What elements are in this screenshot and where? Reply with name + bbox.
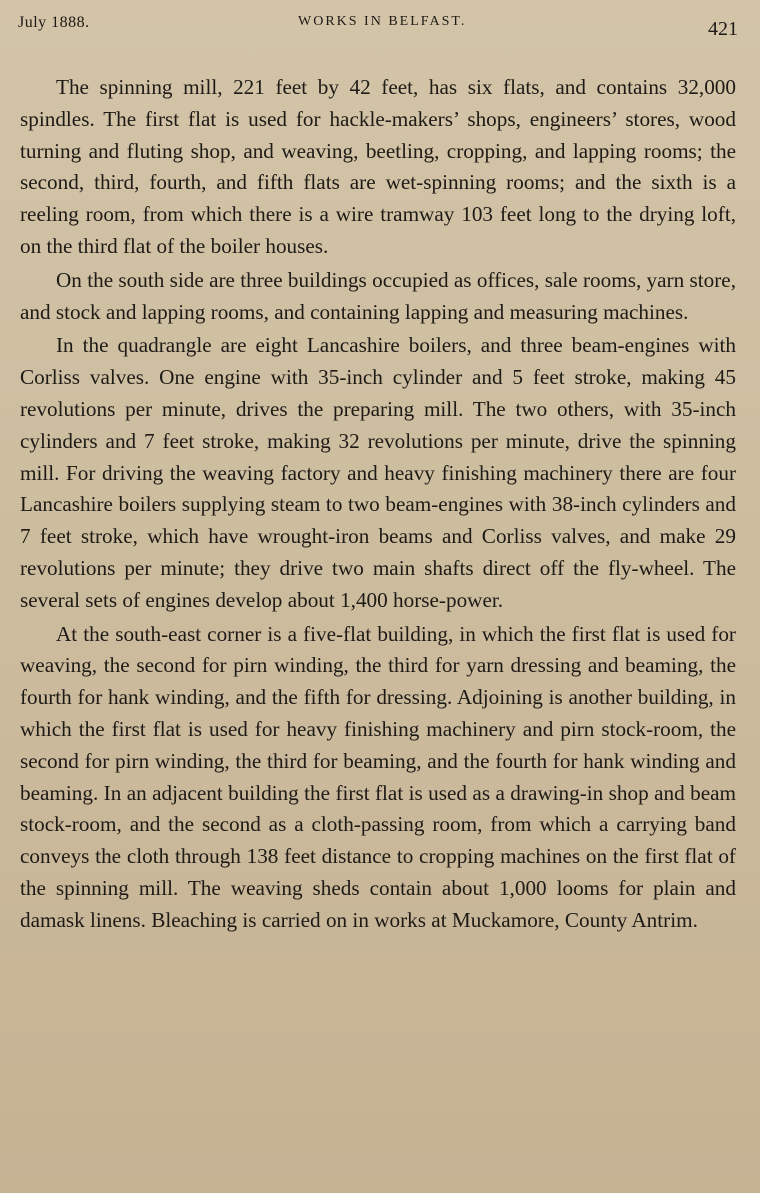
paragraph-south-east-corner: At the south-east corner is a five-flat building, in which the first flat is used for weaving, the second for pirn winding, the third for yarn dressing and beaming, the fourth for hank winding, and the fifth for dressing. Adjoining is another building, in which the first flat is used for heavy finishing machinery and pirn stock-room, the second for pirn winding, the third for beaming, and the fourth for hank winding and beaming. In an adjacent building the first flat is used as a drawing-in shop and beam stock-room, and the second as a cloth-passing room, from which a carrying band conveys the cloth through 138 feet distance to cropping machines on the first flat of the spinning mill. The weaving sheds contain about 1,000 looms for plain and damask linens. Bleaching is carried on in works at Muckamore, County Antrim. bbox=[20, 621, 736, 932]
header-title: WORKS IN BELFAST. bbox=[298, 14, 467, 29]
paragraph-south-side: On the south side are three buildings occupied as offices, sale rooms, yarn store, and stock and lapping rooms, and containing lapping and measuring machines. bbox=[20, 267, 736, 324]
running-head bbox=[18, 14, 738, 44]
body-text bbox=[20, 72, 736, 937]
page-number: 421 bbox=[708, 18, 738, 40]
header-date: July 1888. bbox=[18, 14, 90, 31]
paragraph-quadrangle: In the quadrangle are eight Lancashire boilers, and three beam-engines with Corliss valves. One engine with 35-inch cylinder and 5 feet stroke, making 45 revolutions per minute, drives the preparing mill. The two others, with 35-inch cylinders and 7 feet stroke, making 32 revolutions per minute, drive the spinning mill. For driving the weaving factory and heavy finishing machinery there are four Lancashire boilers supplying steam to two beam-engines with 38-inch cylinders and 7 feet stroke, which have wrought-iron beams and Corliss valves, and make 29 revolutions per minute; they drive two main shafts direct off the fly-wheel. The several sets of engines develop about 1,400 horse-power. bbox=[20, 333, 736, 612]
paragraph-spinning-mill: The spinning mill, 221 feet by 42 feet, has six flats, and contains 32,000 spindles. The first flat is used for hackle-makers’ shops, engineers’ stores, wood turning and fluting shop, and weaving, beetling, cropping, and lapping rooms; the second, third, fourth, and fifth flats are wet-spinning rooms; and the sixth is a reeling room, from which there is a wire tramway 103 feet long to the drying loft, on the third flat of the boiler houses. bbox=[20, 75, 736, 258]
